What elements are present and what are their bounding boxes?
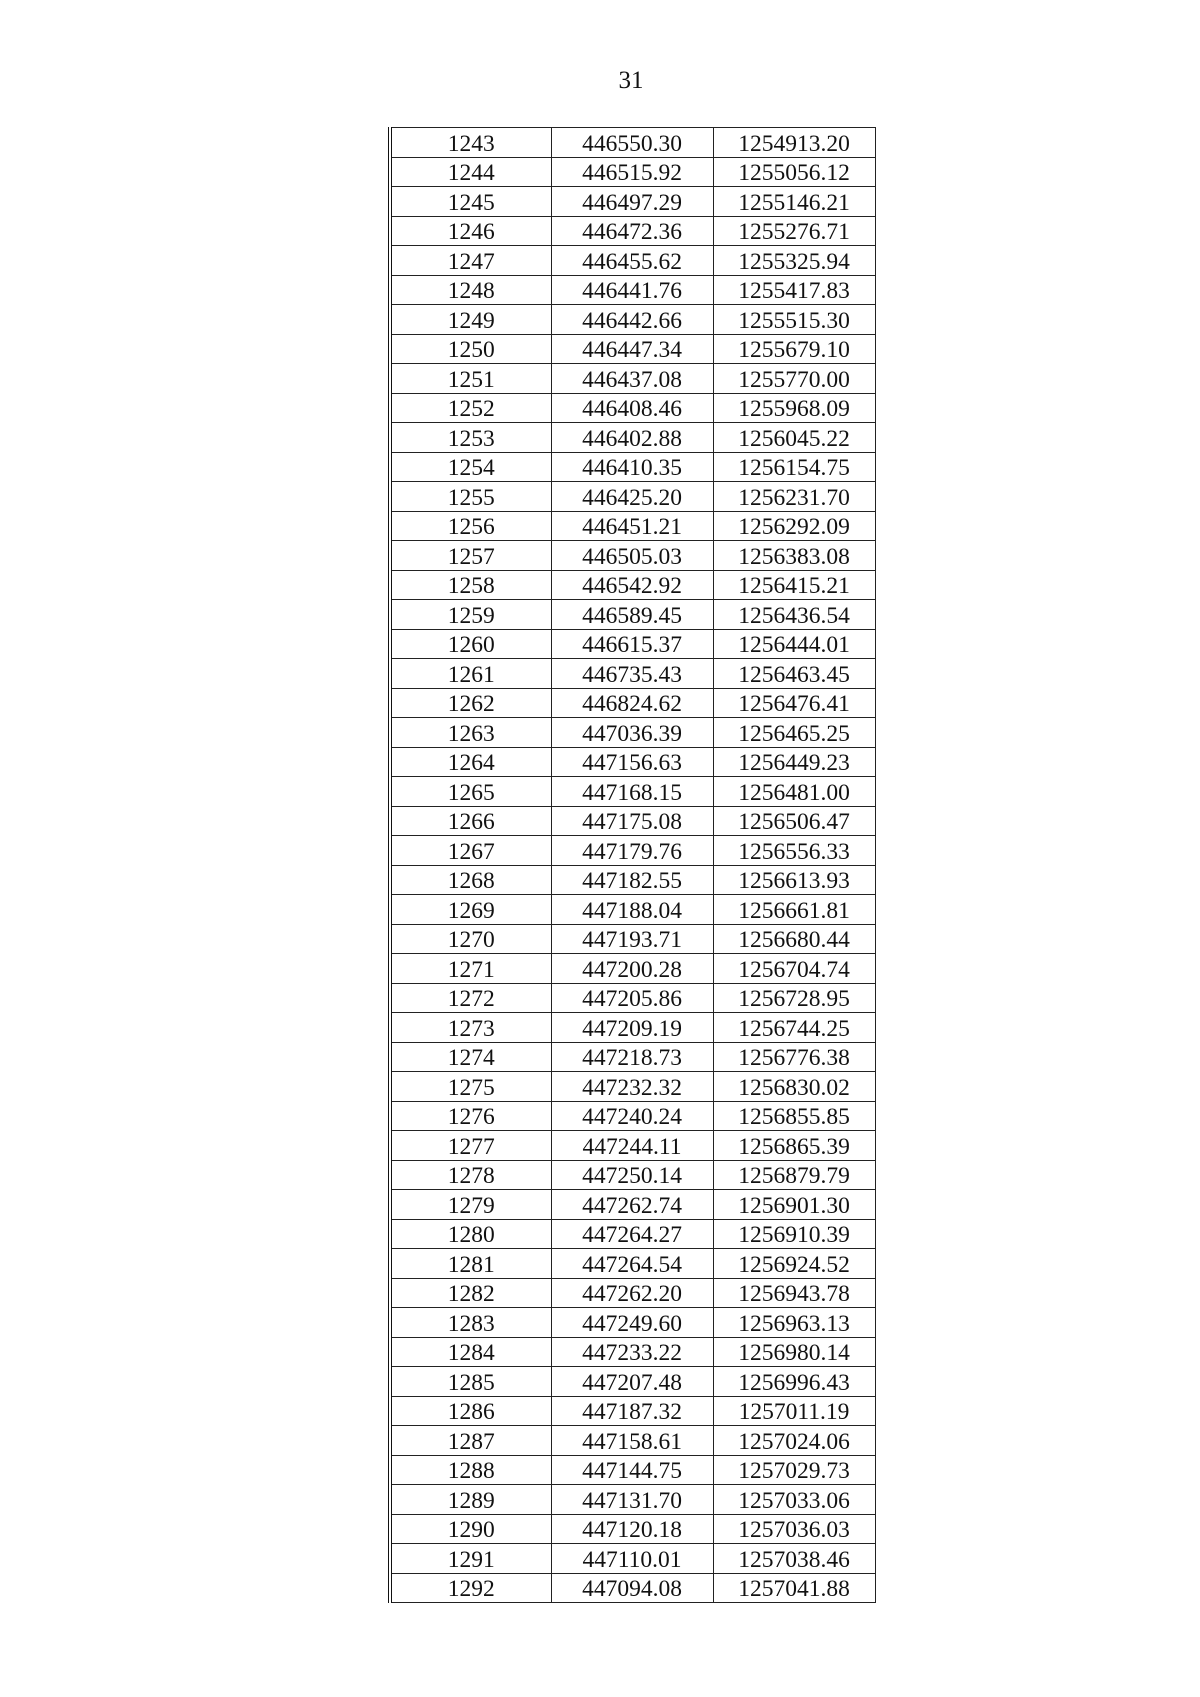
point-number-cell: 1254 xyxy=(390,452,551,482)
coordinates-table-body xyxy=(390,128,875,1603)
point-number-cell: 1289 xyxy=(390,1485,551,1515)
y-coordinate-cell: 1256879.79 xyxy=(713,1160,875,1190)
x-coordinate-cell: 446425.20 xyxy=(551,482,713,512)
table-row xyxy=(390,924,875,954)
y-coordinate-cell: 1257041.88 xyxy=(713,1573,875,1603)
y-coordinate-cell: 1256154.75 xyxy=(713,452,875,482)
y-coordinate-cell: 1255515.30 xyxy=(713,305,875,335)
x-coordinate-cell: 446550.30 xyxy=(551,128,713,158)
table-row xyxy=(390,246,875,276)
x-coordinate-cell: 447188.04 xyxy=(551,895,713,925)
y-coordinate-cell: 1256463.45 xyxy=(713,659,875,689)
table-row xyxy=(390,1426,875,1456)
table-row xyxy=(390,334,875,364)
table-row xyxy=(390,452,875,482)
point-number-cell: 1287 xyxy=(390,1426,551,1456)
y-coordinate-cell: 1257024.06 xyxy=(713,1426,875,1456)
point-number-cell: 1270 xyxy=(390,924,551,954)
x-coordinate-cell: 447187.32 xyxy=(551,1396,713,1426)
table-row xyxy=(390,600,875,630)
y-coordinate-cell: 1256506.47 xyxy=(713,806,875,836)
y-coordinate-cell: 1256415.21 xyxy=(713,570,875,600)
y-coordinate-cell: 1256855.85 xyxy=(713,1101,875,1131)
x-coordinate-cell: 447209.19 xyxy=(551,1013,713,1043)
x-coordinate-cell: 446441.76 xyxy=(551,275,713,305)
table-row xyxy=(390,216,875,246)
x-coordinate-cell: 446515.92 xyxy=(551,157,713,187)
table-row xyxy=(390,865,875,895)
x-coordinate-cell: 447233.22 xyxy=(551,1337,713,1367)
x-coordinate-cell: 447110.01 xyxy=(551,1544,713,1574)
x-coordinate-cell: 446505.03 xyxy=(551,541,713,571)
y-coordinate-cell: 1256910.39 xyxy=(713,1219,875,1249)
y-coordinate-cell: 1256613.93 xyxy=(713,865,875,895)
x-coordinate-cell: 446410.35 xyxy=(551,452,713,482)
page-number: 31 xyxy=(618,67,644,94)
x-coordinate-cell: 447264.27 xyxy=(551,1219,713,1249)
x-coordinate-cell: 447179.76 xyxy=(551,836,713,866)
table-row xyxy=(390,629,875,659)
x-coordinate-cell: 447264.54 xyxy=(551,1249,713,1279)
y-coordinate-cell: 1256556.33 xyxy=(713,836,875,866)
y-coordinate-cell: 1256680.44 xyxy=(713,924,875,954)
table-row xyxy=(390,157,875,187)
table-row xyxy=(390,1013,875,1043)
x-coordinate-cell: 447262.74 xyxy=(551,1190,713,1220)
y-coordinate-cell: 1255770.00 xyxy=(713,364,875,394)
table-row xyxy=(390,1042,875,1072)
x-coordinate-cell: 447168.15 xyxy=(551,777,713,807)
point-number-cell: 1288 xyxy=(390,1455,551,1485)
y-coordinate-cell: 1256231.70 xyxy=(713,482,875,512)
x-coordinate-cell: 447131.70 xyxy=(551,1485,713,1515)
x-coordinate-cell: 446615.37 xyxy=(551,629,713,659)
point-number-cell: 1250 xyxy=(390,334,551,364)
x-coordinate-cell: 447144.75 xyxy=(551,1455,713,1485)
point-number-cell: 1248 xyxy=(390,275,551,305)
table-row xyxy=(390,1455,875,1485)
table-row xyxy=(390,364,875,394)
x-coordinate-cell: 446589.45 xyxy=(551,600,713,630)
y-coordinate-cell: 1257038.46 xyxy=(713,1544,875,1574)
point-number-cell: 1286 xyxy=(390,1396,551,1426)
point-number-cell: 1276 xyxy=(390,1101,551,1131)
x-coordinate-cell: 447205.86 xyxy=(551,983,713,1013)
table-row xyxy=(390,1514,875,1544)
x-coordinate-cell: 447036.39 xyxy=(551,718,713,748)
point-number-cell: 1268 xyxy=(390,865,551,895)
y-coordinate-cell: 1255276.71 xyxy=(713,216,875,246)
point-number-cell: 1249 xyxy=(390,305,551,335)
table-row xyxy=(390,482,875,512)
point-number-cell: 1277 xyxy=(390,1131,551,1161)
y-coordinate-cell: 1256963.13 xyxy=(713,1308,875,1338)
point-number-cell: 1285 xyxy=(390,1367,551,1397)
point-number-cell: 1245 xyxy=(390,187,551,217)
x-coordinate-cell: 447240.24 xyxy=(551,1101,713,1131)
y-coordinate-cell: 1256292.09 xyxy=(713,511,875,541)
y-coordinate-cell: 1255679.10 xyxy=(713,334,875,364)
table-row xyxy=(390,275,875,305)
y-coordinate-cell: 1256943.78 xyxy=(713,1278,875,1308)
y-coordinate-cell: 1255417.83 xyxy=(713,275,875,305)
x-coordinate-cell: 447182.55 xyxy=(551,865,713,895)
table-row xyxy=(390,747,875,777)
x-coordinate-cell: 447193.71 xyxy=(551,924,713,954)
y-coordinate-cell: 1255968.09 xyxy=(713,393,875,423)
table-row xyxy=(390,688,875,718)
point-number-cell: 1269 xyxy=(390,895,551,925)
point-number-cell: 1246 xyxy=(390,216,551,246)
y-coordinate-cell: 1256476.41 xyxy=(713,688,875,718)
table-row xyxy=(390,1072,875,1102)
table-row xyxy=(390,423,875,453)
point-number-cell: 1271 xyxy=(390,954,551,984)
y-coordinate-cell: 1256383.08 xyxy=(713,541,875,571)
point-number-cell: 1251 xyxy=(390,364,551,394)
x-coordinate-cell: 447120.18 xyxy=(551,1514,713,1544)
point-number-cell: 1252 xyxy=(390,393,551,423)
table-row xyxy=(390,718,875,748)
point-number-cell: 1281 xyxy=(390,1249,551,1279)
y-coordinate-cell: 1256830.02 xyxy=(713,1072,875,1102)
point-number-cell: 1243 xyxy=(390,128,551,158)
table-row xyxy=(390,836,875,866)
x-coordinate-cell: 447158.61 xyxy=(551,1426,713,1456)
point-number-cell: 1255 xyxy=(390,482,551,512)
x-coordinate-cell: 446542.92 xyxy=(551,570,713,600)
x-coordinate-cell: 446447.34 xyxy=(551,334,713,364)
y-coordinate-cell: 1256776.38 xyxy=(713,1042,875,1072)
y-coordinate-cell: 1255146.21 xyxy=(713,187,875,217)
table-row xyxy=(390,954,875,984)
y-coordinate-cell: 1256436.54 xyxy=(713,600,875,630)
point-number-cell: 1290 xyxy=(390,1514,551,1544)
table-row xyxy=(390,806,875,836)
y-coordinate-cell: 1256704.74 xyxy=(713,954,875,984)
x-coordinate-cell: 447200.28 xyxy=(551,954,713,984)
table-row xyxy=(390,1190,875,1220)
point-number-cell: 1258 xyxy=(390,570,551,600)
point-number-cell: 1266 xyxy=(390,806,551,836)
point-number-cell: 1265 xyxy=(390,777,551,807)
y-coordinate-cell: 1257036.03 xyxy=(713,1514,875,1544)
point-number-cell: 1267 xyxy=(390,836,551,866)
y-coordinate-cell: 1256924.52 xyxy=(713,1249,875,1279)
y-coordinate-cell: 1257033.06 xyxy=(713,1485,875,1515)
x-coordinate-cell: 447262.20 xyxy=(551,1278,713,1308)
table-row xyxy=(390,511,875,541)
y-coordinate-cell: 1256449.23 xyxy=(713,747,875,777)
x-coordinate-cell: 446408.46 xyxy=(551,393,713,423)
table-row xyxy=(390,541,875,571)
table-row xyxy=(390,777,875,807)
point-number-cell: 1282 xyxy=(390,1278,551,1308)
x-coordinate-cell: 446455.62 xyxy=(551,246,713,276)
table-row xyxy=(390,1131,875,1161)
x-coordinate-cell: 447250.14 xyxy=(551,1160,713,1190)
table-row xyxy=(390,305,875,335)
point-number-cell: 1291 xyxy=(390,1544,551,1574)
y-coordinate-cell: 1256728.95 xyxy=(713,983,875,1013)
point-number-cell: 1262 xyxy=(390,688,551,718)
x-coordinate-cell: 446437.08 xyxy=(551,364,713,394)
point-number-cell: 1263 xyxy=(390,718,551,748)
y-coordinate-cell: 1256744.25 xyxy=(713,1013,875,1043)
y-coordinate-cell: 1256996.43 xyxy=(713,1367,875,1397)
point-number-cell: 1272 xyxy=(390,983,551,1013)
table-row xyxy=(390,1485,875,1515)
x-coordinate-cell: 446824.62 xyxy=(551,688,713,718)
table-row xyxy=(390,1278,875,1308)
point-number-cell: 1247 xyxy=(390,246,551,276)
table-row xyxy=(390,187,875,217)
y-coordinate-cell: 1257029.73 xyxy=(713,1455,875,1485)
table-row xyxy=(390,1573,875,1603)
point-number-cell: 1257 xyxy=(390,541,551,571)
point-number-cell: 1244 xyxy=(390,157,551,187)
y-coordinate-cell: 1256481.00 xyxy=(713,777,875,807)
x-coordinate-cell: 447207.48 xyxy=(551,1367,713,1397)
point-number-cell: 1284 xyxy=(390,1337,551,1367)
point-number-cell: 1264 xyxy=(390,747,551,777)
x-coordinate-cell: 447218.73 xyxy=(551,1042,713,1072)
table-row xyxy=(390,1101,875,1131)
point-number-cell: 1279 xyxy=(390,1190,551,1220)
y-coordinate-cell: 1256661.81 xyxy=(713,895,875,925)
point-number-cell: 1292 xyxy=(390,1573,551,1603)
point-number-cell: 1261 xyxy=(390,659,551,689)
y-coordinate-cell: 1256865.39 xyxy=(713,1131,875,1161)
x-coordinate-cell: 447244.11 xyxy=(551,1131,713,1161)
table-row xyxy=(390,570,875,600)
y-coordinate-cell: 1255056.12 xyxy=(713,157,875,187)
y-coordinate-cell: 1256444.01 xyxy=(713,629,875,659)
point-number-cell: 1273 xyxy=(390,1013,551,1043)
table-row xyxy=(390,895,875,925)
table-row xyxy=(390,1308,875,1338)
table-row xyxy=(390,1396,875,1426)
x-coordinate-cell: 447094.08 xyxy=(551,1573,713,1603)
table-row xyxy=(390,1544,875,1574)
x-coordinate-cell: 447156.63 xyxy=(551,747,713,777)
x-coordinate-cell: 446402.88 xyxy=(551,423,713,453)
point-number-cell: 1280 xyxy=(390,1219,551,1249)
x-coordinate-cell: 446497.29 xyxy=(551,187,713,217)
point-number-cell: 1256 xyxy=(390,511,551,541)
coordinates-table xyxy=(388,127,876,1603)
x-coordinate-cell: 447232.32 xyxy=(551,1072,713,1102)
y-coordinate-cell: 1256980.14 xyxy=(713,1337,875,1367)
y-coordinate-cell: 1255325.94 xyxy=(713,246,875,276)
x-coordinate-cell: 446442.66 xyxy=(551,305,713,335)
point-number-cell: 1274 xyxy=(390,1042,551,1072)
table-row xyxy=(390,1219,875,1249)
x-coordinate-cell: 447175.08 xyxy=(551,806,713,836)
table-row xyxy=(390,1337,875,1367)
x-coordinate-cell: 446735.43 xyxy=(551,659,713,689)
point-number-cell: 1283 xyxy=(390,1308,551,1338)
y-coordinate-cell: 1256045.22 xyxy=(713,423,875,453)
table-row xyxy=(390,1367,875,1397)
y-coordinate-cell: 1254913.20 xyxy=(713,128,875,158)
y-coordinate-cell: 1256901.30 xyxy=(713,1190,875,1220)
table-row xyxy=(390,393,875,423)
y-coordinate-cell: 1256465.25 xyxy=(713,718,875,748)
table-row xyxy=(390,983,875,1013)
point-number-cell: 1259 xyxy=(390,600,551,630)
point-number-cell: 1253 xyxy=(390,423,551,453)
table-row xyxy=(390,128,875,158)
x-coordinate-cell: 447249.60 xyxy=(551,1308,713,1338)
point-number-cell: 1278 xyxy=(390,1160,551,1190)
x-coordinate-cell: 446472.36 xyxy=(551,216,713,246)
table-row xyxy=(390,659,875,689)
table-row xyxy=(390,1249,875,1279)
x-coordinate-cell: 446451.21 xyxy=(551,511,713,541)
point-number-cell: 1260 xyxy=(390,629,551,659)
point-number-cell: 1275 xyxy=(390,1072,551,1102)
y-coordinate-cell: 1257011.19 xyxy=(713,1396,875,1426)
table-row xyxy=(390,1160,875,1190)
